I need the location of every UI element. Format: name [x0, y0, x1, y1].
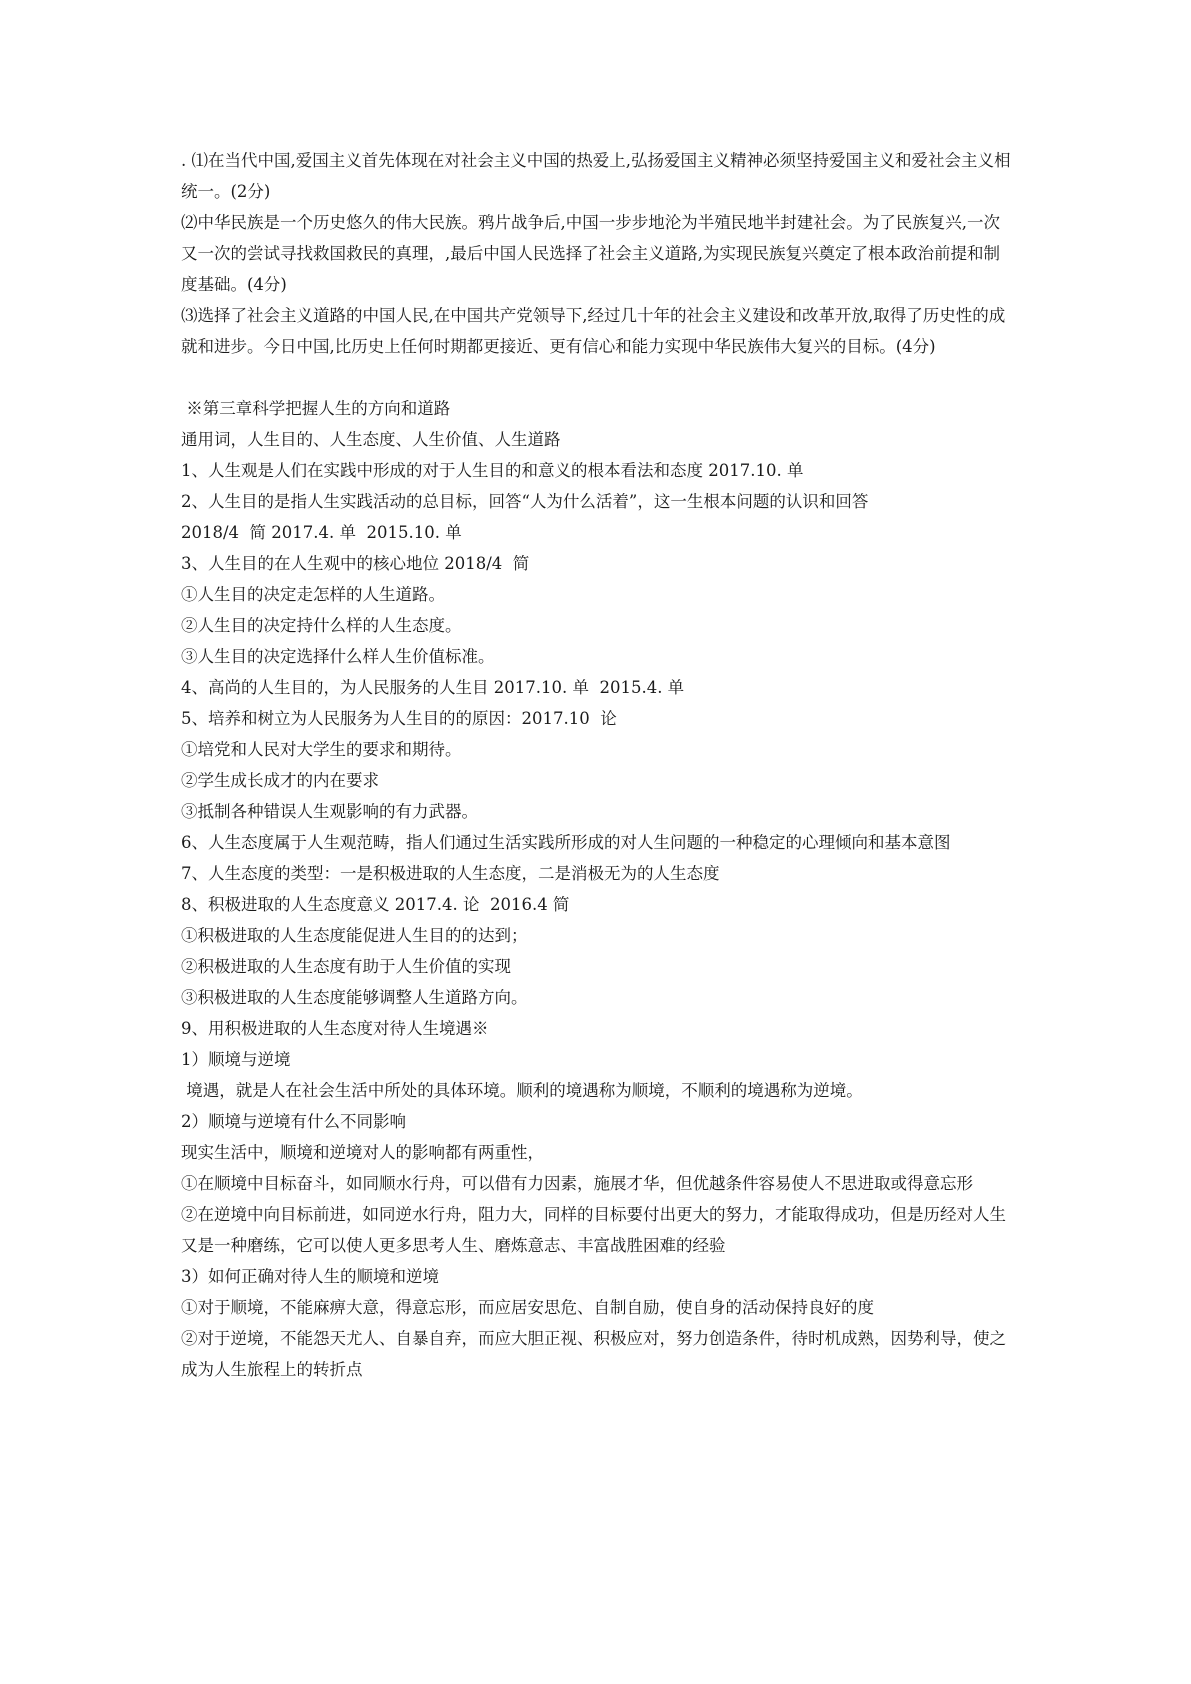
chapter-line: 2018/4 简 2017.4. 单 2015.10. 单 — [181, 523, 462, 542]
chapter-line: 5、培养和树立为人民服务为人生目的的原因：2017.10 论 — [181, 709, 617, 728]
chapter-line: 现实生活中，顺境和逆境对人的影响都有两重性， — [181, 1143, 544, 1162]
chapter-line: 2、人生目的是指人生实践活动的总目标，回答“人为什么活着”，这一生根本问题的认识和回答 — [181, 492, 869, 511]
blank-line — [181, 362, 1011, 393]
chapter-line: ①人生目的决定走怎样的人生道路。 — [181, 585, 445, 604]
chapter-line: 4、高尚的人生目的，为人民服务的人生目 2017.10. 单 2015.4. 单 — [181, 678, 685, 697]
chapter-line: ①培党和人民对大学生的要求和期待。 — [181, 740, 462, 759]
chapter-line: 1）顺境与逆境 — [181, 1050, 291, 1069]
chapter-line: 1、人生观是人们在实践中形成的对于人生目的和意义的根本看法和态度 2017.10. 单 — [181, 461, 804, 480]
chapter-line: 境遇，就是人在社会生活中所处的具体环境。顺利的境遇称为顺境，不顺利的境遇称为逆境。 — [181, 1081, 863, 1100]
chapter-line: ②人生目的决定持什么样的人生态度。 — [181, 616, 462, 635]
chapter-line: ③抵制各种错误人生观影响的有力武器。 — [181, 802, 478, 821]
chapter-line: 8、积极进取的人生态度意义 2017.4. 论 2016.4 简 — [181, 895, 570, 914]
chapter-line: 2）顺境与逆境有什么不同影响 — [181, 1112, 406, 1131]
chapter-line: 3、人生目的在人生观中的核心地位 2018/4 简 — [181, 554, 530, 573]
chapter-line: 3）如何正确对待人生的顺境和逆境 — [181, 1267, 439, 1286]
chapter-line: ②积极进取的人生态度有助于人生价值的实现 — [181, 957, 511, 976]
answer-paragraph-2: ⑵中华民族是一个历史悠久的伟大民族。鸦片战争后,中国一步步地沦为半殖民地半封建社会。为了民族复兴,一次又一次的尝试寻找救国救民的真理，,最后中国人民选择了社会主义道路,为实现民族复兴奠定了根本政治前提和制度基础。(4分) — [181, 213, 1000, 294]
document-page — [181, 145, 1011, 1385]
chapter-title: ※第三章科学把握人生的方向和道路 — [181, 399, 451, 418]
chapter-line: 6、人生态度属于人生观范畴，指人们通过生活实践所形成的对人生问题的一种稳定的心理倾向和基本意图 — [181, 833, 951, 852]
chapter-line: 9、用积极进取的人生态度对待人生境遇※ — [181, 1019, 489, 1038]
chapter-line: ③人生目的决定选择什么样人生价值标准。 — [181, 647, 495, 666]
answer-paragraph-3: ⑶选择了社会主义道路的中国人民,在中国共产党领导下,经过几十年的社会主义建设和改革开放,取得了历史性的成就和进步。今日中国,比历史上任何时期都更接近、更有信心和能力实现中华民族伟大复兴的目标。(4分) — [181, 306, 1006, 356]
chapter-line: 7、人生态度的类型：一是积极进取的人生态度，二是消极无为的人生态度 — [181, 864, 720, 883]
chapter-line: ③积极进取的人生态度能够调整人生道路方向。 — [181, 988, 528, 1007]
chapter-section — [181, 393, 1011, 1385]
chapter-line: ①对于顺境，不能麻痹大意，得意忘形，而应居安思危、自制自励，使自身的活动保持良好的度 — [181, 1298, 874, 1317]
chapter-line: ②学生成长成才的内在要求 — [181, 771, 379, 790]
chapter-line: ①在顺境中目标奋斗，如同顺水行舟，可以借有力因素，施展才华，但优越条件容易使人不思进取或得意忘形 — [181, 1174, 973, 1193]
chapter-line: ②对于逆境，不能怨天尤人、自暴自弃，而应大胆正视、积极应对，努力创造条件，待时机成熟，因势利导，使之成为人生旅程上的转折点 — [181, 1329, 1006, 1379]
chapter-line: ②在逆境中向目标前进，如同逆水行舟，阻力大，同样的目标要付出更大的努力，才能取得成功，但是历经对人生又是一种磨练，它可以使人更多思考人生、磨炼意志、丰富战胜困难的经验 — [181, 1205, 1006, 1255]
answer-paragraph-1: . ⑴在当代中国,爱国主义首先体现在对社会主义中国的热爱上,弘扬爱国主义精神必须坚持爱国主义和爱社会主义相统一。(2分) — [181, 151, 1011, 201]
answer-section — [181, 145, 1011, 362]
chapter-keywords: 通用词，人生目的、人生态度、人生价值、人生道路 — [181, 430, 561, 449]
chapter-line: ①积极进取的人生态度能促进人生目的的达到； — [181, 926, 528, 945]
